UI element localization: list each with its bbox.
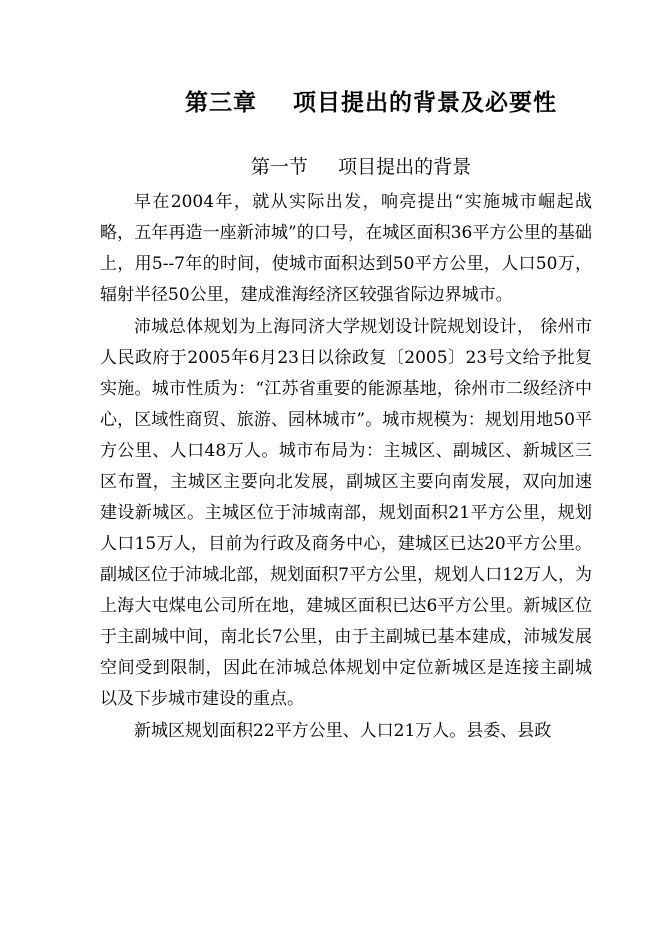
paragraph: 新城区规划面积22平方公里、人口21万人。县委、县政	[134, 721, 552, 741]
paragraph: 沛城总体规划为上海同济大学规划设计院规划设计， 徐州市人民政府于2005年6月23日以徐政复〔2005〕23号文给予批复实施。城市性质为：“江苏省重要的能源基地，徐州市二级经济中心，区域性商贸、旅游、园林城市”。城市规模为：规划用地50平方公里、人口48万人。城市布局为：主城区、副城区、新城区三区布置，主城区主要向北发展，副城区主要向南发展，双向加速建设新城区。主城区位于沛城南部，规划面积21平方公里，规划人口15万人，目前为行政及商务中心，建城区已达20平方公里。 副城区位于沛城北部，规划面积7平方公里，规划人口12万人，为上海大屯煤电公司所在地，建城区面积已达6平方公里。新城区位于主副城中间，南北长7公里，由于主副城已基本建成，沛城发展空间受到限制，因此在沛城总体规划中定位新城区是连接主副城以及下步城市建设的重点。	[100, 317, 592, 709]
document-body	[100, 187, 592, 748]
chapter-title: 第三章 项目提出的背景及必要性	[184, 89, 558, 116]
paragraph: 早在2004年，就从实际出发，响亮提出“实施城市崛起战略，五年再造一座新沛城”的口号，在城区面积36平方公里的基础上，用5--7年的时间，使城市面积达到50平方公里，人口50万，辐射半径50公里，建成淮海经济区较强省际边界城市。	[100, 192, 592, 305]
section-title: 第一节 项目提出的背景	[250, 156, 472, 178]
